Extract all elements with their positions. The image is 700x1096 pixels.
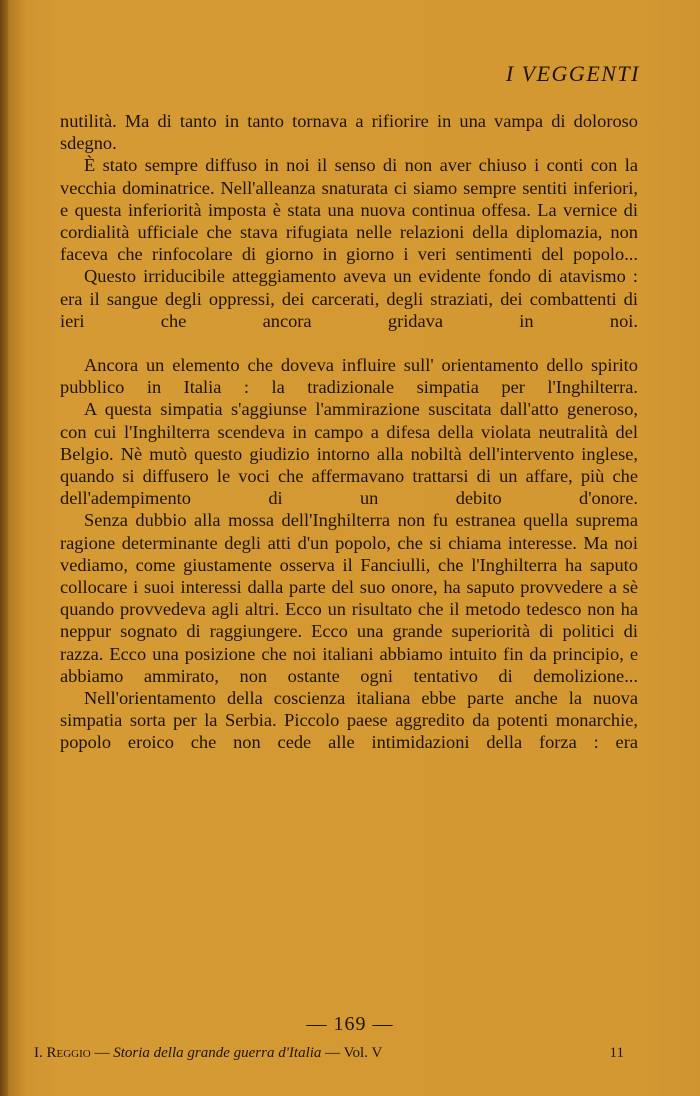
- footer-line: [34, 1045, 624, 1062]
- paragraph-4: Ancora un elemento che doveva influire sull' orientamento dello spirito pubblico in Italia : la tradizionale simpatia per l'Inghilterra.: [60, 355, 638, 398]
- book-spine-shadow: [0, 0, 8, 1096]
- paragraph-6: Senza dubbio alla mossa dell'Inghilterra non fu estranea quella suprema ragione determinante degli atti d'un popolo, che si chiama interesse. Ma noi vediamo, come giustamente osserva il Fanciulli, che l'Inghilterra ha saputo collocare i suoi interessi dalla parte del suo onore, ha saputo provvedere a sè quando provvedeva agli altri. Ecco un risultato che il metodo tedesco non ha neppur sognato di raggiungere. Ecco una grande superiorità di politici di razza. Ecco una posizione che noi italiani abbiamo intuito fin da principio, e abbiamo ammirato, non ostante ogni tentativo di demolizione...: [60, 510, 638, 686]
- footer-volume: — Vol. V: [321, 1045, 383, 1061]
- paragraph-3: Questo irriducibile atteggiamento aveva un evidente fondo di atavismo : era il sangue degli oppressi, dei carcerati, degli straziati, dei combattenti di ieri che ancora gridava in noi.: [60, 266, 638, 331]
- body-text: [60, 110, 638, 754]
- running-head: I VEGGENTI: [505, 61, 640, 86]
- footer-signature-mark: 11: [609, 1045, 624, 1061]
- paragraph-1: nutilità. Ma di tanto in tanto tornava a rifiorire in una vampa di doloroso sdegno.: [60, 111, 638, 154]
- paragraph-7: Nell'orientamento della coscienza italiana ebbe parte anche la nuova simpatia sorta per la Serbia. Piccolo paese aggredito da potenti monarchie, popolo eroico che non cede alle intimidazioni della forza : era: [60, 688, 638, 753]
- footer-author: I. Reggio: [34, 1045, 91, 1061]
- footer-book-title: Storia della grande guerra d'Italia: [113, 1045, 322, 1061]
- paragraph-2: È stato sempre diffuso in noi il senso di non aver chiuso i conti con la vecchia dominatrice. Nell'alleanza snaturata ci siamo sempre sentiti inferiori, e questa inferiorità imposta è stata una nuova continua offesa. La vernice di cordialità ufficiale che stava rifugiata nelle relazioni della diplomazia, non faceva che rinfocolare di giorno in giorno i veri sentimenti del popolo...: [60, 155, 638, 265]
- page-number: — 169 —: [306, 1013, 394, 1035]
- paragraph-5: A questa simpatia s'aggiunse l'ammirazione suscitata dall'atto generoso, con cui l'Inghilterra scendeva in campo a difesa della violata neutralità del Belgio. Nè mutò questo giudizio intorno alla nobiltà dell'intervento inglese, quando si diffusero le voci che affermavano trattarsi di un affare, più che dell'adempimento di un debito d'onore.: [60, 399, 638, 509]
- footer-separator: —: [90, 1045, 114, 1061]
